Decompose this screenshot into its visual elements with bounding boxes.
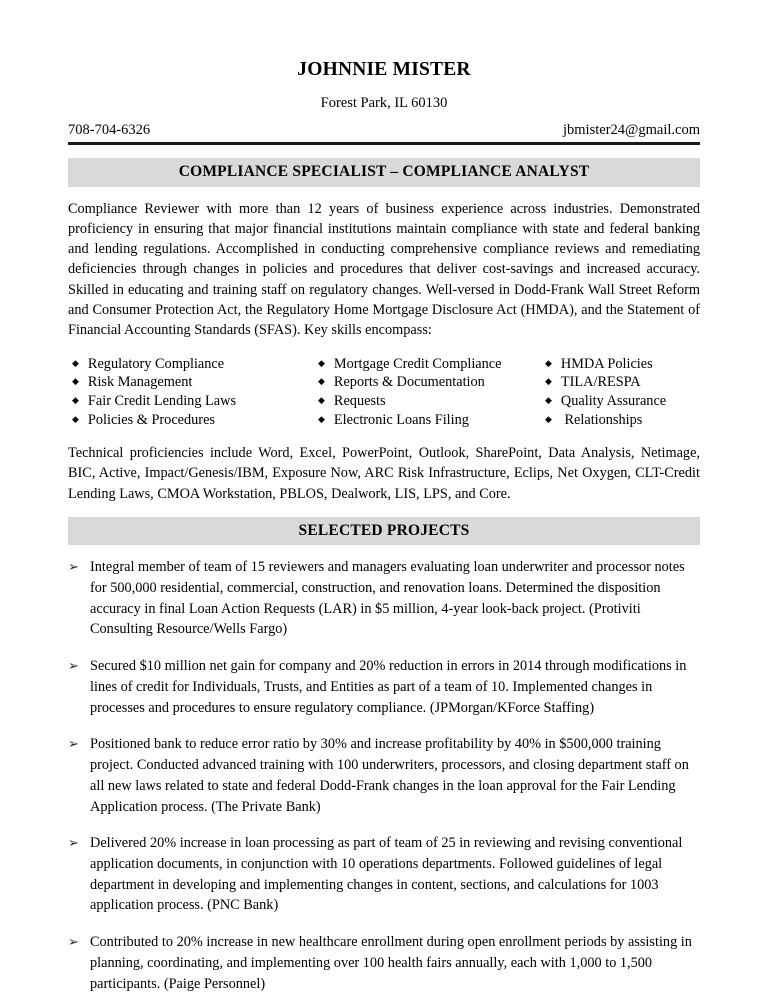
diamond-bullet-icon: ◆ — [72, 414, 79, 425]
skill-item — [72, 355, 318, 374]
skills-column-2 — [318, 355, 545, 430]
skill-item — [545, 411, 700, 430]
diamond-bullet-icon: ◆ — [545, 414, 552, 425]
professional-summary: Compliance Reviewer with more than 12 years of business experience across industries. Demonstrated proficiency in ensuring that major financial institutions maintain compliance with state and federal banking and lending regulations. Accomplished in conducting comprehensive compliance reviews and remediating deficiencies through changes in policies and procedures that deliver cost-savings and increased accuracy. Skilled in educating and training staff on regulatory changes. Well-versed in Dodd-Frank Wall Street Reform and Consumer Protection Act, the Regulatory Home Mortgage Disclosure Act (HMDA), and the Statement of Financial Accounting Standards (SFAS). Key skills encompass: — [68, 200, 700, 339]
project-item — [68, 833, 700, 916]
skill-label: Fair Credit Lending Laws — [87, 393, 237, 410]
project-description: Secured $10 million net gain for company and 20% reduction in errors in 2014 through modifications in lines of credit for Individuals, Trusts, and Entities as part of a team of 10. Implemented changes in processes and procedures to ensure regulatory compliance. (JPMorgan/KForce Staffing) — [90, 658, 687, 716]
project-description: Positioned bank to reduce error ratio by 30% and increase profitability by 40% in $500,000 training project. Conducted advanced training with 100 underwriters, processors, and closing department staff on all new laws related to state and federal Dodd-Frank changes in the loan approval for the Fair Lending Application process. (The Private Bank) — [90, 736, 689, 815]
diamond-bullet-icon: ◆ — [545, 357, 552, 368]
candidate-phone: 708-704-6326 — [68, 121, 151, 138]
diamond-bullet-icon: ◆ — [72, 395, 79, 406]
skill-label: Relationships — [560, 412, 643, 429]
diamond-bullet-icon: ◆ — [545, 376, 552, 387]
arrow-bullet-icon: ➢ — [68, 934, 79, 950]
selected-projects-band: SELECTED PROJECTS — [68, 517, 700, 545]
skill-label: Reports & Documentation — [333, 374, 485, 391]
candidate-email: jbmister24@gmail.com — [563, 121, 700, 138]
skill-item — [72, 411, 318, 430]
skill-item — [545, 392, 700, 411]
skills-column-3 — [545, 355, 700, 430]
arrow-bullet-icon: ➢ — [68, 559, 79, 575]
skill-label: Regulatory Compliance — [87, 355, 225, 372]
skill-label: Policies & Procedures — [87, 412, 215, 429]
selected-projects-list — [68, 557, 700, 994]
diamond-bullet-icon: ◆ — [318, 376, 325, 387]
project-item — [68, 932, 700, 994]
key-skills-list — [68, 355, 700, 430]
technical-proficiencies: Technical proficiencies include Word, Excel, PowerPoint, Outlook, SharePoint, Data Analysis, Netimage, BIC, Active, Impact/Genesis/IBM, Exposure Now, ARC Risk Infrastructure, Eclips, Net Oxygen, CLT-Credit Lending Laws, CMOA Workstation, PBLOS, Dealwork, LIS, LPS, and Core. — [68, 445, 700, 502]
diamond-bullet-icon: ◆ — [318, 414, 325, 425]
header-divider — [68, 142, 700, 145]
arrow-bullet-icon: ➢ — [68, 658, 79, 674]
skill-item — [72, 392, 318, 411]
diamond-bullet-icon: ◆ — [545, 395, 552, 406]
project-description: Integral member of team of 15 reviewers and managers evaluating loan underwriter and processor notes for 500,000 residential, commercial, construction, and renovation loans. Determined the disposition accuracy in final Loan Action Requests (LAR) in $5 million, 4-year look-back project. (Protiviti Consulting Resource/Wells Fargo) — [90, 559, 685, 638]
skill-item — [72, 373, 318, 392]
project-description: Delivered 20% increase in loan processing as part of team of 25 in reviewing and revising conventional application documents, in conjunction with 10 operations departments. Followed guidelines of legal department in developing and implementing changes in content, sections, and calculations for 1003 application process. (PNC Bank) — [90, 835, 683, 914]
project-item — [68, 734, 700, 817]
skill-item — [318, 392, 545, 411]
diamond-bullet-icon: ◆ — [72, 357, 79, 368]
candidate-location: Forest Park, IL 60130 — [320, 95, 448, 112]
diamond-bullet-icon: ◆ — [318, 357, 325, 368]
resume-header — [68, 58, 700, 145]
arrow-bullet-icon: ➢ — [68, 835, 79, 851]
skill-label: Risk Management — [87, 374, 193, 391]
skill-label: Electronic Loans Filing — [333, 412, 469, 429]
skill-label: TILA/RESPA — [560, 374, 641, 391]
project-item — [68, 557, 700, 640]
job-title-band: COMPLIANCE SPECIALIST – COMPLIANCE ANALYST — [68, 158, 700, 186]
skill-label: HMDA Policies — [560, 355, 653, 372]
arrow-bullet-icon: ➢ — [68, 736, 79, 752]
skill-item — [318, 411, 545, 430]
diamond-bullet-icon: ◆ — [318, 395, 325, 406]
candidate-name: JOHNNIE MISTER — [297, 59, 471, 80]
resume-content — [68, 58, 700, 994]
skill-item — [318, 373, 545, 392]
skill-item — [545, 355, 700, 374]
contact-row — [68, 122, 700, 139]
skill-label: Requests — [333, 393, 386, 410]
skills-column-1 — [68, 355, 318, 430]
project-description: Contributed to 20% increase in new healthcare enrollment during open enrollment periods by assisting in planning, coordinating, and implementing over 100 health fairs annually, each with 1,000 to 1,500 participants. (Paige Personnel) — [90, 934, 692, 992]
skill-label: Mortgage Credit Compliance — [333, 355, 502, 372]
skill-item — [318, 355, 545, 374]
project-item — [68, 656, 700, 718]
skill-item — [545, 373, 700, 392]
skill-label: Quality Assurance — [560, 393, 667, 410]
diamond-bullet-icon: ◆ — [72, 376, 79, 387]
